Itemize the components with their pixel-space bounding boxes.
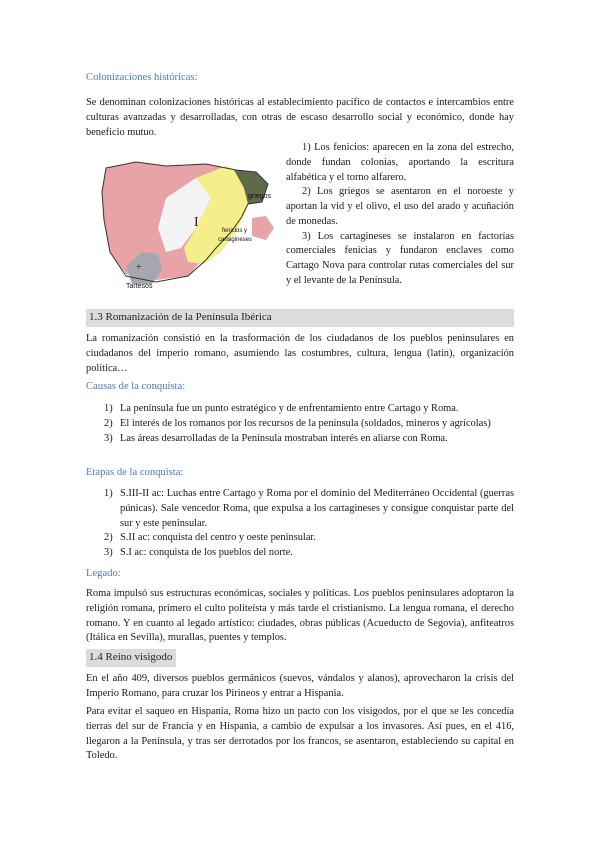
list-num: 2) [104,532,113,544]
list-text: S.II ac: conquista del centro y oeste peninsular. [120,532,316,544]
etapas-heading: Etapas de la conquista: [86,467,184,478]
map-label-fenicios-2: cartagineses [218,237,253,243]
list-item [86,531,514,546]
point-cartagineses: 3) Los cartagineses se instalaron en factorías comerciales fenicias y fundaron enclaves como Cartago Nova para controlar rutas comerciales del sur y el levante de la Península. [286,230,514,286]
section-romanizacion-title: 1.3 Romanización de la Península Ibérica [86,309,514,327]
list-text: S.I ac: conquista de los pueblos del norte. [120,547,293,559]
legado-heading: Legado: [86,568,121,579]
legado-text: Roma impulsó sus estructuras económicas, sociales y políticas. Los pueblos peninsulares adoptaron la religión romana, primero el culto politeísta y más tarde el cristianismo. La lengua romana, el derecho romano. Y en cuanto al legado artístico: ciudades, obras públicas (Acueducto de Segovia), anfiteatros (Itálica en Sevilla), murallas, puentes y templos. [86,588,514,644]
point-fenicios: 1) Los fenicios: aparecen en la zona del estrecho, donde fundan colonias, aportando la escritura alfabética y el torno alfarero. [286,142,514,183]
list-item [86,432,514,447]
visigodo-p2: Para evitar el saqueo en Hispania, Roma hizo un pacto con los visigodos, por el que se les concedía tierras del sur de Francia y en Hispania, a cambio de expulsar a los invasores. Así pues, en el 416, llegaron a la Península, y tras ser derrotados por los francos, se asentaron, estableciendo su capital en Toledo. [86,706,514,762]
section-visigodo-title: 1.4 Reino visigodo [86,649,176,667]
list-item [86,402,514,417]
list-num: 1) [104,403,113,414]
map-label-i: I [194,215,199,230]
causas-list [86,402,514,446]
list-num: 3) [104,432,113,444]
romanizacion-intro: La romanización consistió en la trasformación de los ciudadanos de los pueblos peninsulares en ciudadanos del imperio romano, asumiendo las costumbres, cultura, lengua (latín), organización política… [86,333,514,374]
peninsula-map-svg [96,148,278,290]
list-num: 2) [104,417,113,429]
map-label-fenicios-1: fenicios y [222,228,248,234]
pink-east-region [252,216,274,240]
visigodo-p1: En el año 409, diversos pueblos germánicos (suevos, vándalos y alanos), aprovecharon la crisis del Imperio Romano, para cruzar los Pirineos y entrar a Hispania. [86,673,514,699]
colonizaciones-points [286,141,514,289]
list-text: Las áreas desarrolladas de la Península mostraban interés en aliarse con Roma. [120,432,448,444]
map-label-t: + [136,262,142,273]
peninsula-map [96,148,278,290]
map-label-tartesos: Tartesos [126,283,153,290]
colonizaciones-heading: Colonizaciones históricas: [86,72,198,83]
point-griegos: 2) Los griegos se asentaron en el noroeste y aportan la vid y el olivo, el uso del arado y acuñación de monedas. [286,186,514,227]
map-label-griegos: griegos [248,193,271,200]
list-text: El interés de los romanos por los recursos de la península (soldados, mineros y agrícolas) [120,417,491,429]
list-item [86,487,514,531]
list-num: 1) [104,488,113,499]
list-item [86,546,514,561]
list-text: La península fue un punto estratégico y de enfrentamiento entre Cartago y Roma. [120,403,459,414]
etapas-list [86,487,514,561]
causas-heading: Causas de la conquista: [86,381,186,392]
list-text: S.III-II ac: Luchas entre Cartago y Roma por el dominio del Mediterráneo Occidental (guerras púnicas). Sale vencedor Roma, que expulsa a los cartagineses y consigue conquistar parte del sur y este peninsular. [120,488,514,529]
colonizaciones-intro: Se denominan colonizaciones históricas al establecimiento pacífico de contactos e intercambios entre culturas avanzadas y desarrolladas, con otras de escaso desarrollo social y económico, donde hay beneficio mutuo. [86,97,514,138]
list-num: 3) [104,547,113,559]
list-item [86,417,514,432]
